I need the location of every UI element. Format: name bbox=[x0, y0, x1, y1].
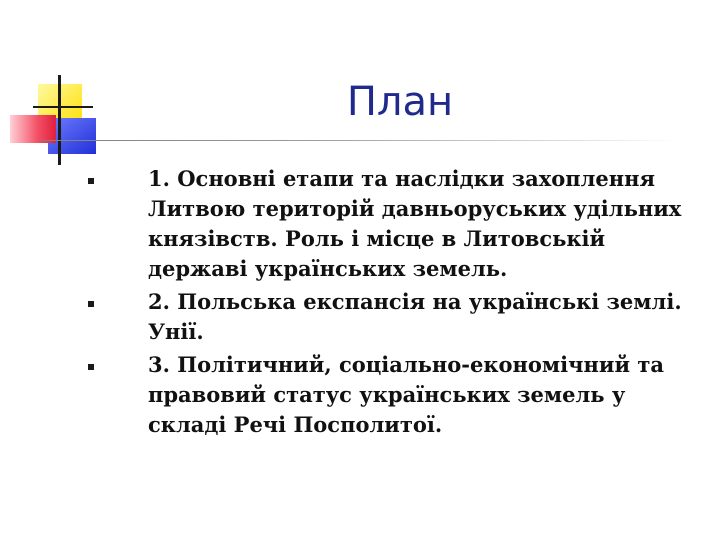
title-divider bbox=[40, 140, 680, 141]
square-bullet-icon bbox=[88, 301, 94, 307]
bullet-item bbox=[88, 164, 708, 284]
bullet-text: 2. Польська експансія на українські землі. Унії. bbox=[148, 289, 682, 344]
bullet-item bbox=[88, 287, 708, 347]
square-bullet-icon bbox=[88, 364, 94, 370]
bullet-item bbox=[88, 350, 708, 440]
colored-squares-logo-icon bbox=[0, 0, 110, 170]
bullet-text: 3. Політичний, соціально-економічний та правовий статус українських земель у складі Речі Посполитої. bbox=[148, 352, 664, 437]
slide-title: План bbox=[346, 79, 454, 125]
square-bullet-icon bbox=[88, 178, 94, 184]
bullet-text: 1. Основні етапи та наслідки захоплення Литвою територій давньоруських удільних князівств. Роль і місце в Литовській державі українських земель. bbox=[148, 166, 682, 281]
bullet-list bbox=[88, 164, 708, 443]
